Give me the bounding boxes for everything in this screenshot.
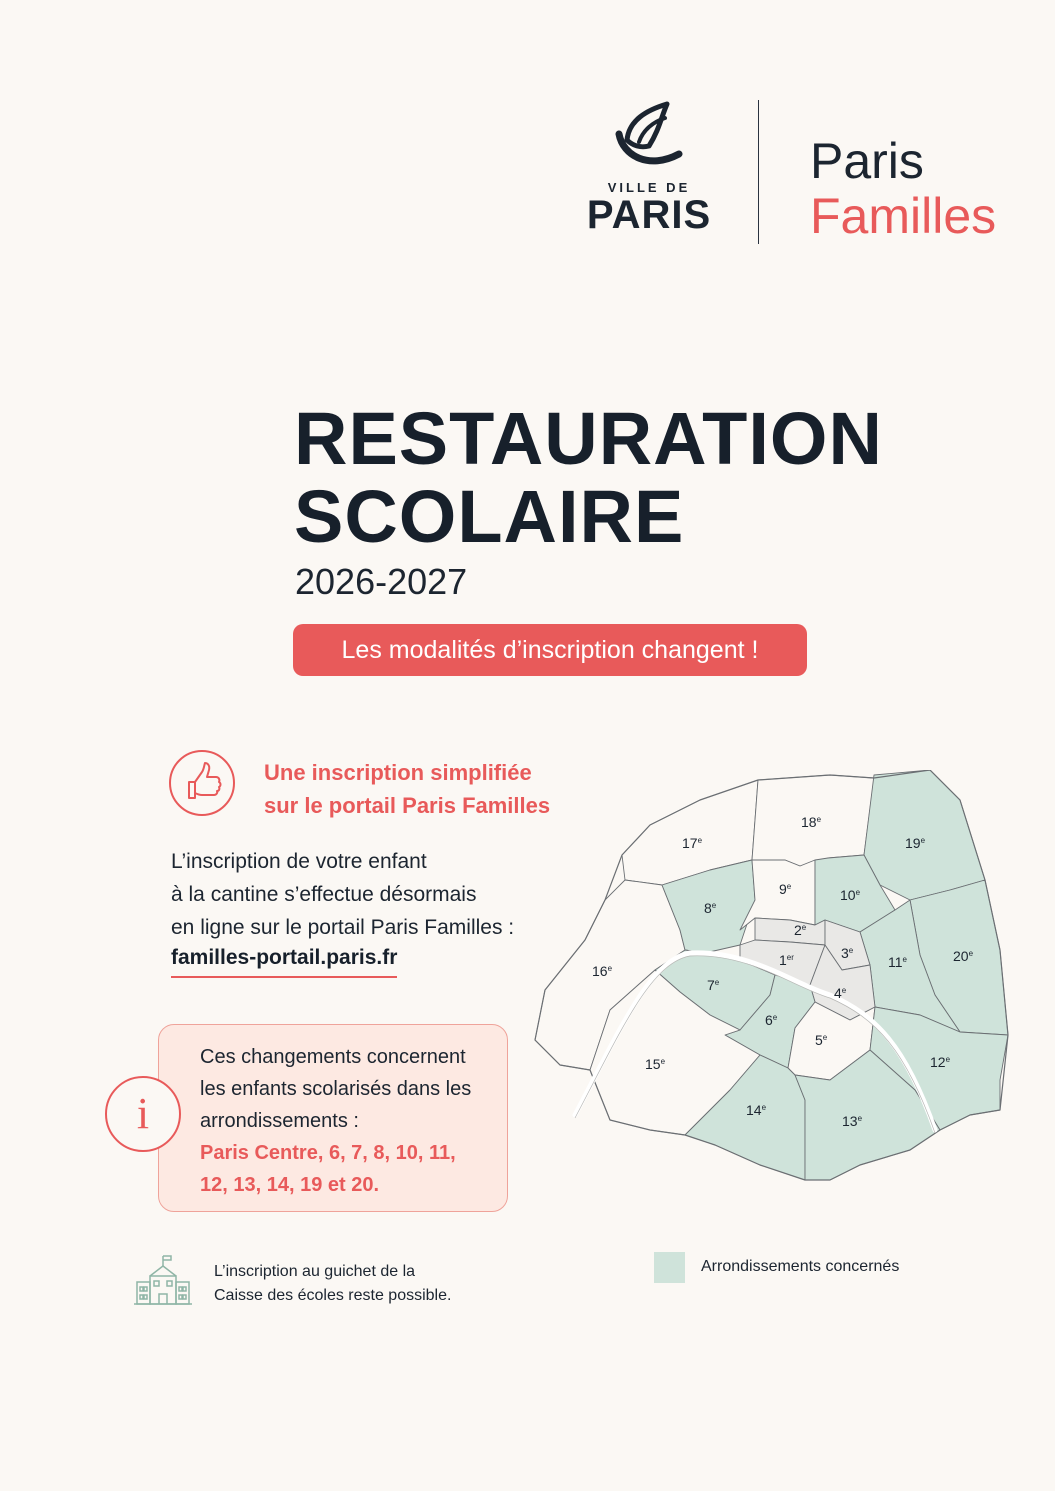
logo-ville-de-text: VILLE DE [607, 180, 691, 195]
label-18: 18e [801, 814, 822, 830]
district-19 [864, 770, 985, 900]
brand-paris: Paris [810, 133, 924, 189]
legend-swatch [654, 1252, 685, 1283]
label-3: 3e [841, 945, 854, 961]
label-11: 11e [888, 954, 907, 970]
simplified-registration-heading [264, 756, 550, 822]
title-line-1: RESTAURATION [294, 397, 883, 480]
label-9: 9e [779, 881, 792, 897]
districts-line-2: 12, 13, 14, 19 et 20. [200, 1174, 380, 1196]
page-title [294, 397, 883, 558]
legend-label: Arrondissements concernés [701, 1258, 900, 1275]
header-divider [758, 100, 759, 244]
info-icon: i [105, 1076, 181, 1152]
thumbs-up-icon [169, 750, 235, 816]
school-building-icon [134, 1254, 192, 1306]
body-line-1: L’inscription de votre enfant [171, 850, 427, 873]
label-14: 14e [746, 1102, 767, 1118]
label-13: 13e [842, 1113, 863, 1129]
announcement-banner: Les modalités d’inscription changent ! [293, 624, 807, 676]
label-10: 10e [840, 887, 861, 903]
info-line-3: arrondissements : [200, 1110, 359, 1132]
brand-familles: Familles [810, 188, 997, 244]
guichet-note [214, 1260, 451, 1308]
subhead-line-2: sur le portail Paris Familles [264, 793, 551, 818]
paris-arrondissements-map [530, 770, 1015, 1185]
districts-line-1: Paris Centre, 6, 7, 8, 10, 11, [200, 1142, 456, 1164]
label-2: 2e [794, 922, 807, 938]
ville-de-paris-logo [584, 100, 714, 240]
label-7: 7e [707, 977, 720, 993]
ville-de-paris-ship-icon [609, 100, 689, 178]
body-line-3: en ligne sur le portail Paris Familles : [171, 916, 515, 939]
title-line-2: SCOLAIRE [294, 475, 685, 558]
subhead-line-1: Une inscription simplifiée [264, 760, 532, 785]
label-20: 20e [953, 948, 974, 964]
body-line-2: à la cantine s’effectue désormais [171, 883, 477, 906]
label-6: 6e [765, 1012, 778, 1028]
label-16: 16e [592, 963, 613, 979]
label-8: 8e [704, 900, 717, 916]
label-4: 4e [834, 985, 847, 1001]
label-15: 15e [645, 1056, 666, 1072]
info-text [200, 1041, 471, 1137]
concerned-districts-list [200, 1137, 500, 1201]
school-year: 2026-2027 [295, 561, 468, 602]
guichet-line-1: L’inscription au guichet de la [214, 1263, 416, 1280]
label-1: 1er [779, 952, 794, 968]
logo-paris-text: PARIS [586, 193, 712, 237]
portal-link[interactable]: familles-portail.paris.fr [171, 941, 397, 978]
label-5: 5e [815, 1032, 828, 1048]
guichet-line-2: Caisse des écoles reste possible. [214, 1287, 452, 1304]
label-12: 12e [930, 1054, 951, 1070]
label-19: 19e [905, 835, 926, 851]
info-line-2: les enfants scolarisés dans les [200, 1078, 472, 1100]
label-17: 17e [682, 835, 703, 851]
info-line-1: Ces changements concernent [200, 1046, 466, 1068]
registration-description [171, 845, 514, 944]
